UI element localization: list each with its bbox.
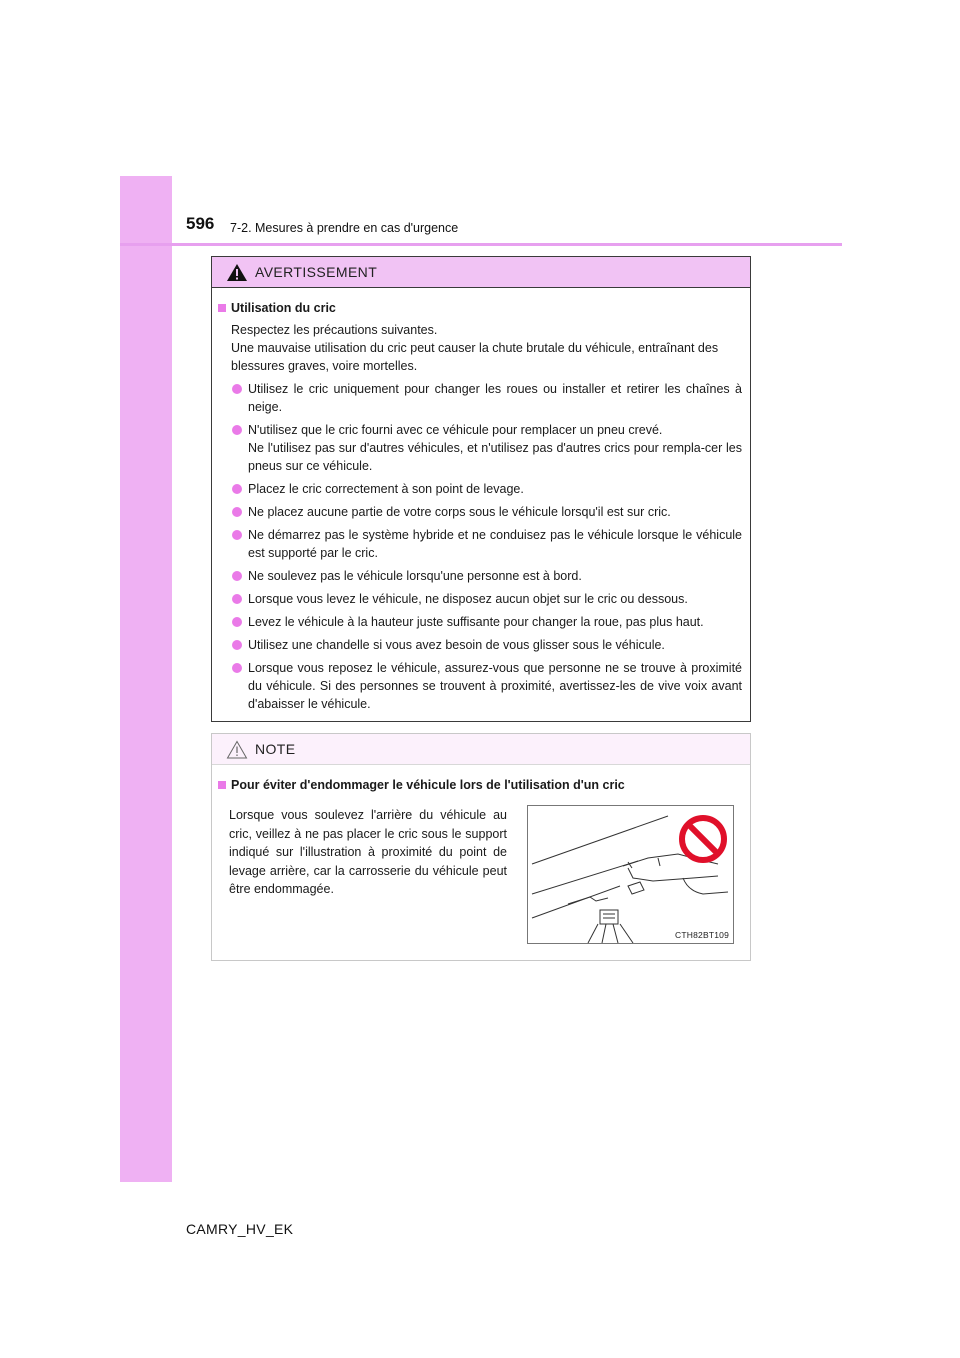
warning-heading-text: Utilisation du cric: [231, 301, 336, 315]
caution-outline-triangle-icon: [226, 740, 248, 759]
list-item-text: Ne démarrez pas le système hybride et ne conduisez pas le véhicule lorsque le véhicule est supporté par le cric.: [248, 528, 742, 560]
note-box-body: [212, 765, 750, 794]
warning-box: [211, 256, 751, 722]
header-rule: [120, 243, 842, 246]
list-item-text: Levez le véhicule à la hauteur juste suffisante pour changer la roue, pas plus haut.: [248, 615, 704, 629]
warning-intro-line: Respectez les précautions suivantes.: [231, 323, 438, 337]
list-item: [218, 380, 742, 416]
illustration-code: CTH82BT109: [675, 930, 729, 940]
warning-heading: [218, 300, 742, 317]
round-bullet-icon: [232, 384, 242, 394]
list-item-text: Utilisez une chandelle si vous avez besoin de vous glisser sous le véhicule.: [248, 638, 665, 652]
note-heading-text: Pour éviter d'endommager le véhicule lors de l'utilisation d'un cric: [231, 778, 625, 792]
list-item: [218, 636, 742, 654]
round-bullet-icon: [232, 663, 242, 673]
note-heading: [218, 777, 742, 794]
prohibition-sign-icon: [682, 818, 724, 860]
footer-model-code: CAMRY_HV_EK: [186, 1221, 294, 1237]
list-item-text: N'utilisez que le cric fourni avec ce véhicule pour remplacer un pneu crevé.: [248, 423, 663, 437]
list-item-text: Lorsque vous levez le véhicule, ne disposez aucun objet sur le cric ou dessous.: [248, 592, 688, 606]
list-item: [218, 567, 742, 585]
list-item: [218, 526, 742, 562]
warning-intro-line: Une mauvaise utilisation du cric peut causer la chute brutale du véhicule, entraînant des blessures graves, voire mortelles.: [231, 341, 719, 373]
section-title: 7-2. Mesures à prendre en cas d'urgence: [230, 221, 459, 235]
round-bullet-icon: [232, 484, 242, 494]
list-item-text: Ne placez aucune partie de votre corps sous le véhicule lorsqu'il est sur cric.: [248, 505, 671, 519]
vehicle-underbody-drawing: [528, 806, 733, 943]
note-box-label: NOTE: [255, 741, 296, 757]
round-bullet-icon: [232, 571, 242, 581]
square-bullet-icon: [218, 304, 226, 312]
list-item-text: Ne l'utilisez pas sur d'autres véhicules, et n'utilisez pas d'autres crics pour rempla-cer les pneus sur ce véhicule.: [248, 441, 742, 473]
warning-triangle-icon: [226, 263, 248, 282]
round-bullet-icon: [232, 425, 242, 435]
list-item: [218, 659, 742, 713]
round-bullet-icon: [232, 594, 242, 604]
note-paragraph: Lorsque vous soulevez l'arrière du véhicule au cric, veillez à ne pas placer le cric sous le support indiqué sur l'illustration à proximité du point de levage arrière, car la carrosserie du véhicule peut être endommagée.: [229, 808, 507, 896]
list-item: [218, 480, 742, 498]
list-item: [218, 421, 742, 475]
list-item: [218, 503, 742, 521]
round-bullet-icon: [232, 640, 242, 650]
warning-box-body: [212, 288, 750, 713]
warning-box-header: [212, 257, 750, 288]
round-bullet-icon: [232, 507, 242, 517]
page-number: 596: [186, 214, 215, 233]
list-item: [218, 613, 742, 631]
round-bullet-icon: [232, 530, 242, 540]
round-bullet-icon: [232, 617, 242, 627]
list-item-text: Lorsque vous reposez le véhicule, assurez-vous que personne ne se trouve à proximité du véhicule. Si des personnes se trouvent à proximité, avertissez-les de vive voix avant d'abaisser le véhicule.: [248, 661, 742, 711]
note-box: [211, 733, 751, 961]
note-box-header: [212, 734, 750, 765]
warning-bullet-list: [218, 380, 742, 713]
jack-point-illustration: [527, 805, 734, 944]
square-bullet-icon: [218, 781, 226, 789]
list-item-text: Placez le cric correctement à son point de levage.: [248, 482, 524, 496]
side-tab-band: [120, 176, 172, 1182]
list-item: [218, 590, 742, 608]
warning-intro: [218, 321, 742, 375]
warning-box-label: AVERTISSEMENT: [255, 264, 378, 280]
list-item-text: Ne soulevez pas le véhicule lorsqu'une personne est à bord.: [248, 569, 582, 583]
list-item-text: Utilisez le cric uniquement pour changer les roues ou installer et retirer les chaînes à neige.: [248, 382, 742, 414]
